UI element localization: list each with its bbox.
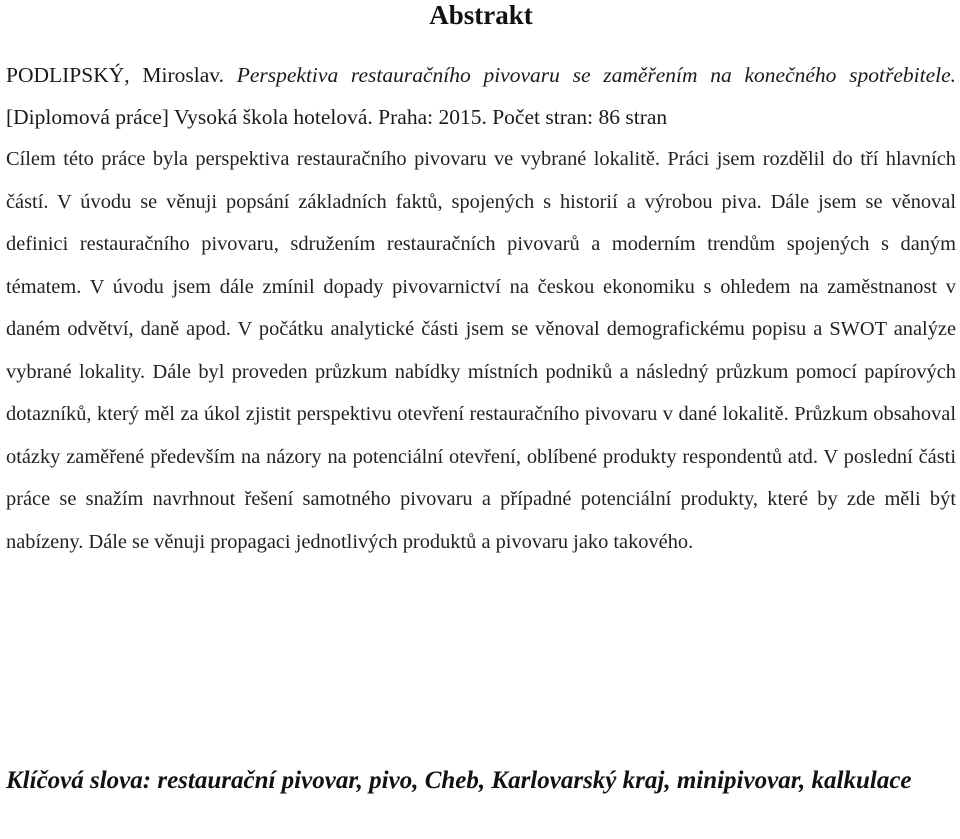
bibliographic-citation <box>6 54 956 138</box>
document-page <box>6 0 956 839</box>
citation-author: PODLIPSKÝ, Miroslav. <box>6 63 224 87</box>
citation-title: Perspektiva restauračního pivovaru se zaměřením na konečného spotřebitele. <box>236 63 957 87</box>
citation-details: [Diplomová práce] Vysoká škola hotelová. Praha: 2015. Počet stran: 86 stran <box>6 105 668 129</box>
page-title: Abstrakt <box>429 0 533 30</box>
abstract-text: Cílem této práce byla perspektiva restauračního pivovaru ve vybrané lokalitě. Práci jsem rozdělil do tří hlavních částí. V úvodu se věnuji popsání základních faktů, spojených s historií a výrobou piva. Dále jsem se věnoval definici restauračního pivovaru, sdružením restauračních pivovarů a moderním trendům spojených s daným tématem. V úvodu jsem dále zmínil dopady pivovarnictví na českou ekonomiku s ohledem na zaměstnanost v daném odvětví, daně apod. V počátku analytické části jsem se věnoval demografickému popisu a SWOT analýze vybrané lokality. Dále byl proveden průzkum nabídky místních podniků a následný průzkum pomocí papírových dotazníků, který měl za úkol zjistit perspektivu otevření restauračního pivovaru v dané lokalitě. Průzkum obsahoval otázky zaměřené především na názory na potenciální otevření, oblíbené produkty respondentů atd. V poslední části práce se snažím navrhnout řešení samotného pivovaru a případné potenciální produkty, které by zde měli být nabízeny. Dále se věnuji propagaci jednotlivých produktů a pivovaru jako takového. <box>6 148 956 553</box>
keywords: Klíčová slova: restaurační pivovar, pivo, Cheb, Karlovarský kraj, minipivovar, kalkulace <box>6 767 912 794</box>
